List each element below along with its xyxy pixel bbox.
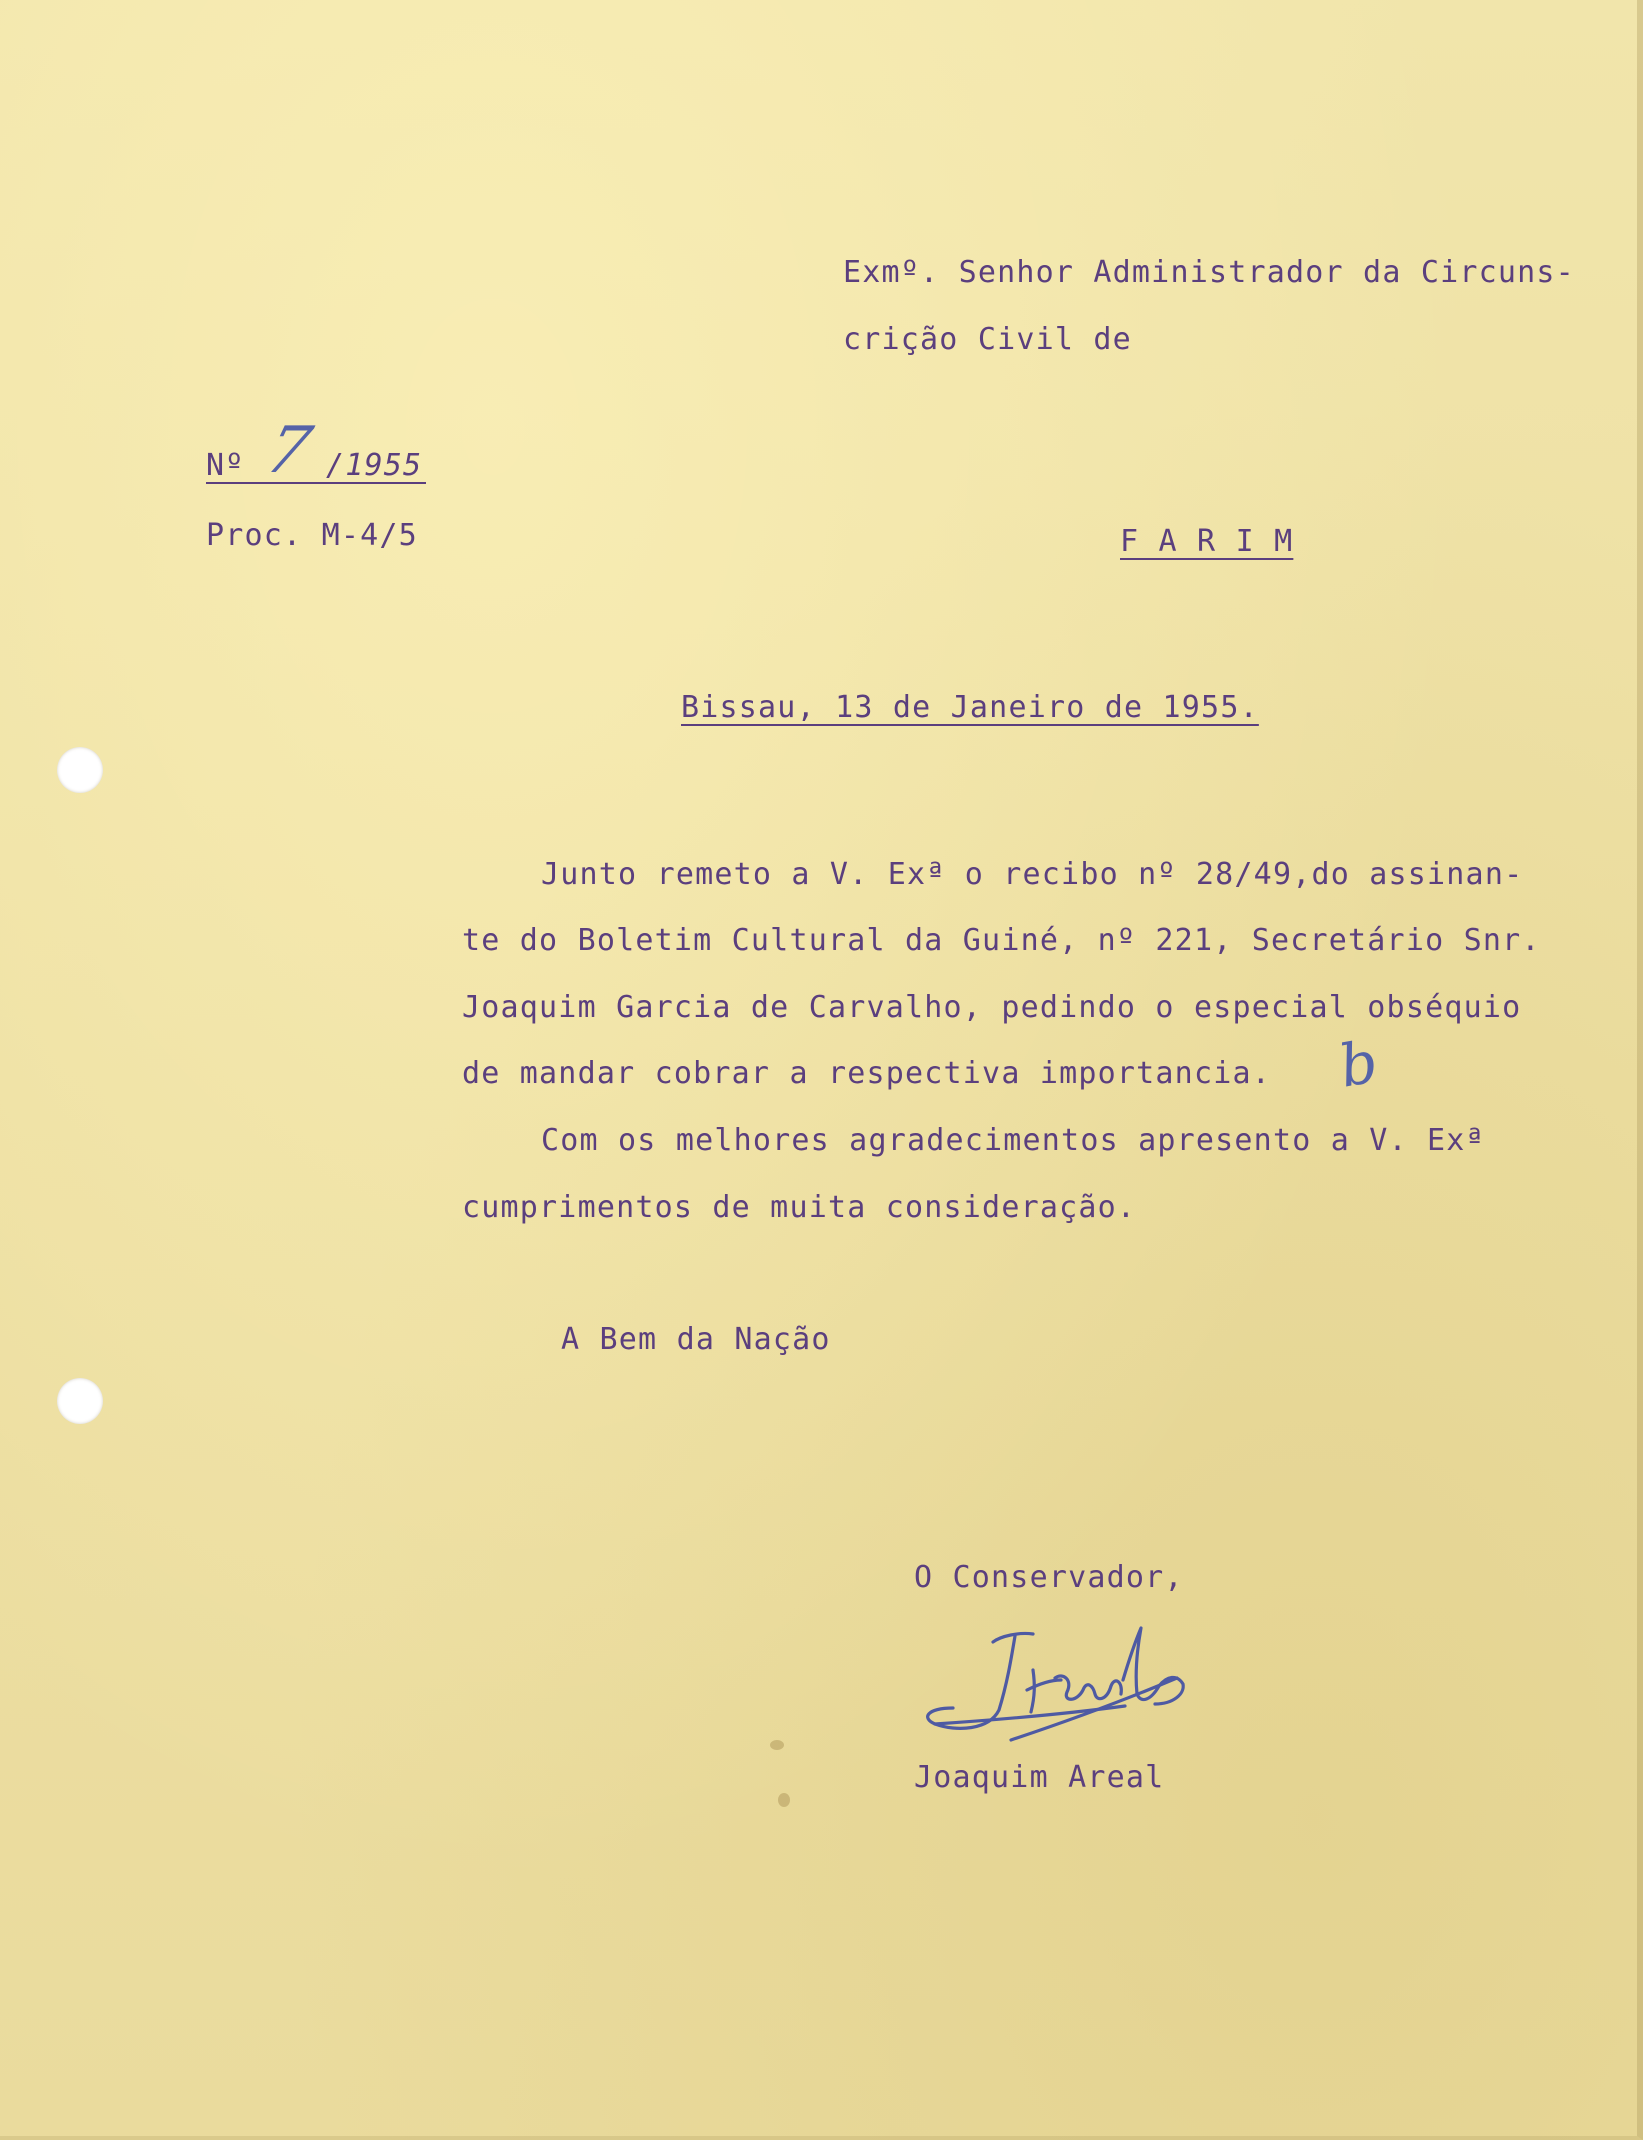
paper-stain (778, 1793, 790, 1807)
paper-stain (770, 1740, 784, 1750)
signature (915, 1620, 1195, 1750)
reference-number (206, 414, 426, 488)
body-line-2: te do Boletim Cultural da Guiné, nº 221, Secretário Snr. (462, 923, 1541, 958)
salutation: A Bem da Nação (561, 1322, 831, 1357)
signature-role: O Conservador, (914, 1560, 1184, 1595)
handwritten-mark: b (1334, 1027, 1383, 1101)
reference-number-year: /1955 (326, 448, 423, 483)
addressee-line-1: Exmº. Senhor Administrador da Circuns- (843, 255, 1575, 290)
body-line-4: de mandar cobrar a respectiva importancia. (462, 1056, 1271, 1091)
reference-number-handwritten: 7 (258, 414, 319, 488)
process-number: Proc. M-4/5 (206, 518, 418, 553)
body-line-1: Junto remeto a V. Exª o recibo nº 28/49,do assinan- (541, 857, 1524, 892)
body-line-3: Joaquim Garcia de Carvalho, pedindo o especial obséquio (462, 990, 1522, 1025)
destination: F A R I M (1120, 524, 1294, 559)
punch-hole-bottom (57, 1378, 103, 1424)
addressee-line-2: crição Civil de (843, 322, 1132, 357)
reference-number-prefix: Nº (206, 448, 245, 483)
closing-line-2: cumprimentos de muita consideração. (462, 1190, 1137, 1225)
closing-line-1: Com os melhores agradecimentos apresento a V. Exª (541, 1123, 1485, 1158)
place-date: Bissau, 13 de Janeiro de 1955. (681, 690, 1259, 725)
signatory-name: Joaquim Areal (914, 1760, 1165, 1795)
signature-scribble-icon (915, 1620, 1195, 1750)
punch-hole-top (57, 747, 103, 793)
